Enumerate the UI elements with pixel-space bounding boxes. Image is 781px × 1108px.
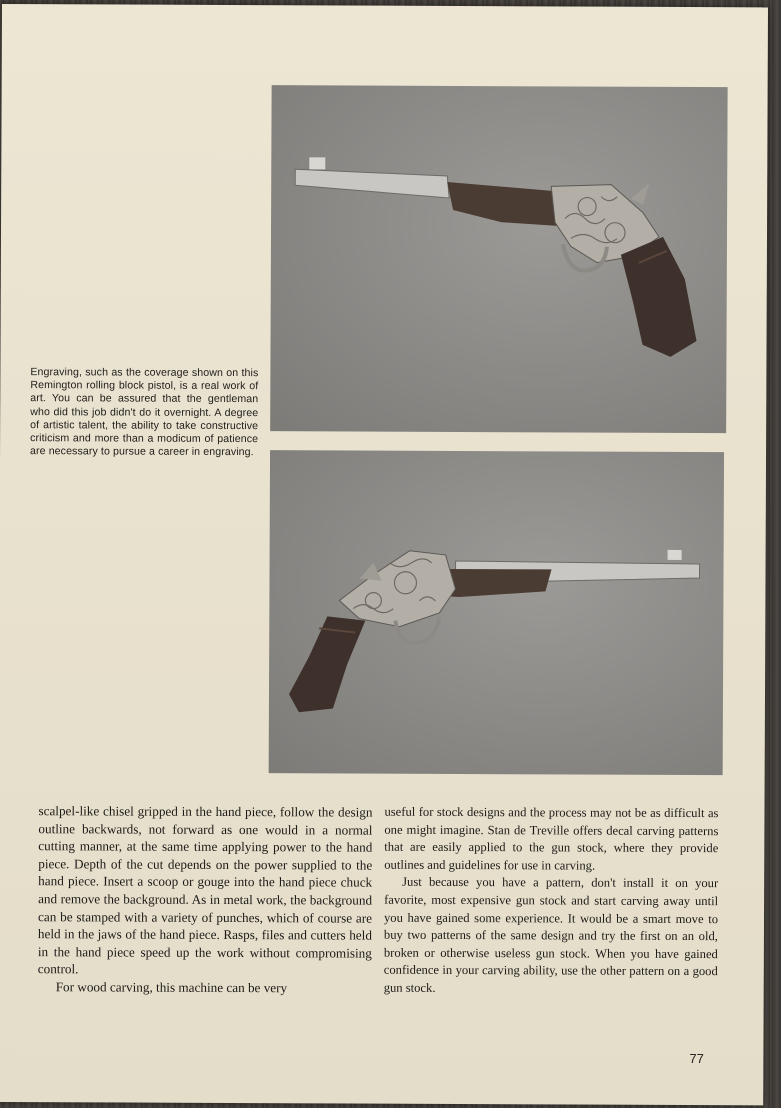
- paragraph: scalpel-like chisel gripped in the hand piece, follow the design outline backwards, not forward as one would in a normal cutting manner, at the same time applying power to the hand piece. Depth of the cut depends on the power supplied to the hand piece. Insert a scoop or gouge into the hand piece chuck and remove the background. As in metal work, the background can be stamped with a variety of punches, which of course are held in the jaws of the hand piece. Rasps, files and cutters held in the hand piece speed up the work without compromising control.: [37, 803, 373, 977]
- photo-caption: Engraving, such as the coverage shown on this Remington rolling block pistol, is a real work of art. You can be assured that the gentleman who did this job didn't do it overnight. A degree of artistic talent, the ability to take constructive criticism and more than a modicum of patience are necessary to pursue a career in engraving.: [30, 366, 259, 459]
- text-column-left: [38, 802, 373, 997]
- paragraph: For wood carving, this machine can be very: [55, 979, 288, 996]
- paragraph: useful for stock designs and the process may not be as difficult as one might imagine. Stan de Treville offers decal carving patterns that are easily applied to the gun stock, where they provide outlines and guidelines for use in carving.: [384, 804, 719, 873]
- book-page: [0, 4, 768, 1105]
- pistol-photo-left-facing: [270, 85, 728, 433]
- pistol-left-illustration: [270, 85, 728, 433]
- paragraph: Just because you have a pattern, don't install it on your favorite, most expensive gun stock and start carving away until you have gained some experience. It would be a smart move to buy two patterns of the same design and try the first on an old, broken or otherwise useless gun stock. When you have gained confidence in your carving ability, use the other pattern on a good gun stock.: [383, 875, 719, 995]
- text-column-right: [384, 804, 719, 999]
- page-number: 77: [689, 1051, 704, 1067]
- pistol-right-illustration: [269, 450, 724, 775]
- pistol-photo-right-facing: [269, 450, 724, 775]
